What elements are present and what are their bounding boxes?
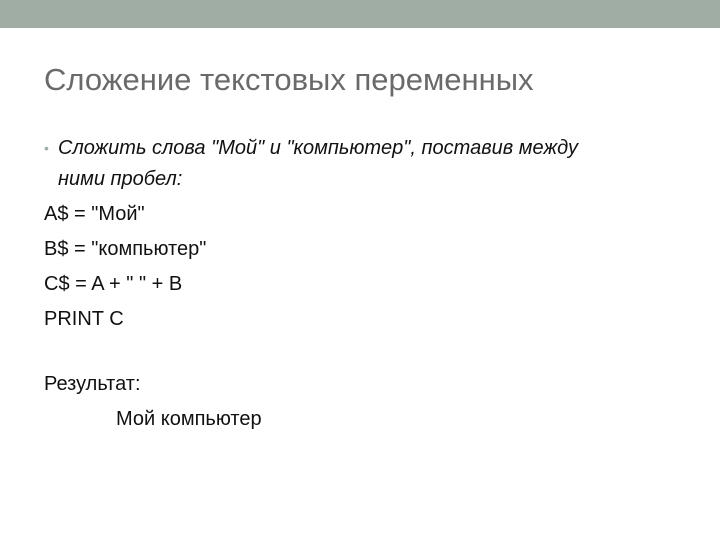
bullet-marker: • — [44, 140, 49, 156]
result-label: Результат: — [44, 373, 141, 395]
top-accent-bar — [0, 0, 720, 28]
code-line-1: A$ = "Мой" — [44, 203, 145, 225]
bullet-item — [44, 133, 684, 195]
code-line-4: PRINT C — [44, 308, 124, 330]
result-value: Мой компьютер — [116, 408, 262, 430]
spacer — [44, 337, 684, 367]
slide-title: Сложение текстовых переменных — [44, 62, 534, 97]
code-line-3: C$ = A + " " + B — [44, 273, 183, 295]
code-line-2: B$ = "компьютер" — [44, 238, 207, 260]
bullet-text: Сложить слова "Мой" и "компьютер", поставив между ними пробел: — [58, 137, 578, 190]
slide-content — [44, 133, 684, 437]
